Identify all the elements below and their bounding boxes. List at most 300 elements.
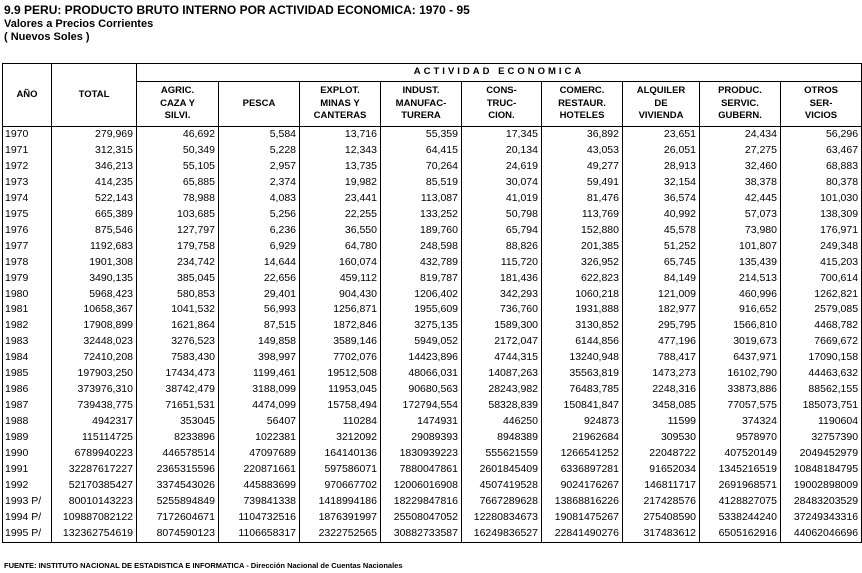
value-cell: 407520149 <box>700 446 781 462</box>
value-cell: 353045 <box>137 414 219 430</box>
value-cell: 1876391997 <box>300 510 381 526</box>
value-cell: 415,203 <box>781 255 862 271</box>
year-cell: 1991 <box>3 462 52 478</box>
value-cell: 101,807 <box>700 239 781 255</box>
value-cell: 819,787 <box>381 271 462 287</box>
value-cell: 32448,023 <box>52 334 137 350</box>
value-cell: 5,256 <box>219 207 300 223</box>
value-cell: 17,345 <box>462 127 542 143</box>
value-cell: 44463,632 <box>781 366 862 382</box>
value-cell: 135,439 <box>700 255 781 271</box>
value-cell: 71651,531 <box>137 398 219 414</box>
value-cell: 3276,523 <box>137 334 219 350</box>
value-cell: 78,988 <box>137 191 219 207</box>
header-column <box>462 82 542 127</box>
value-cell: 30882733587 <box>381 526 462 542</box>
table-row <box>3 287 862 303</box>
table-row <box>3 398 862 414</box>
value-cell: 1931,888 <box>542 302 623 318</box>
year-cell: 1992 <box>3 478 52 494</box>
table-row <box>3 159 862 175</box>
value-cell: 7702,076 <box>300 350 381 366</box>
value-cell: 5338244240 <box>700 510 781 526</box>
value-cell: 10658,367 <box>52 302 137 318</box>
header-line: AGRIC. <box>160 85 195 97</box>
value-cell: 65,885 <box>137 175 219 191</box>
value-cell: 477,196 <box>623 334 700 350</box>
value-cell: 249,348 <box>781 239 862 255</box>
value-cell: 51,252 <box>623 239 700 255</box>
header-column <box>781 82 862 127</box>
title-block <box>4 2 470 44</box>
value-cell: 138,309 <box>781 207 862 223</box>
value-cell: 414,235 <box>52 175 137 191</box>
value-cell: 970667702 <box>300 478 381 494</box>
table-row <box>3 382 862 398</box>
value-cell: 665,389 <box>52 207 137 223</box>
value-cell: 22048722 <box>623 446 700 462</box>
value-cell: 32,154 <box>623 175 700 191</box>
value-cell: 622,823 <box>542 271 623 287</box>
value-cell: 56,296 <box>781 127 862 143</box>
value-cell: 88,826 <box>462 239 542 255</box>
table-row <box>3 510 862 526</box>
value-cell: 70,264 <box>381 159 462 175</box>
value-cell: 172794,554 <box>381 398 462 414</box>
value-cell: 201,385 <box>542 239 623 255</box>
value-cell: 13,735 <box>300 159 381 175</box>
value-cell: 445883699 <box>219 478 300 494</box>
value-cell: 32757390 <box>781 430 862 446</box>
value-cell: 45,578 <box>623 223 700 239</box>
value-cell: 12280834673 <box>462 510 542 526</box>
value-cell: 4942317 <box>52 414 137 430</box>
value-cell: 27,275 <box>700 143 781 159</box>
value-cell: 3490,135 <box>52 271 137 287</box>
value-cell: 1190604 <box>781 414 862 430</box>
table-row <box>3 462 862 478</box>
value-cell: 150841,847 <box>542 398 623 414</box>
header-activity: ACTIVIDAD ECONOMICA <box>137 64 862 82</box>
value-cell: 72410,208 <box>52 350 137 366</box>
value-cell: 385,045 <box>137 271 219 287</box>
value-cell: 115114725 <box>52 430 137 446</box>
value-cell: 1206,402 <box>381 287 462 303</box>
value-cell: 85,519 <box>381 175 462 191</box>
value-cell: 317483612 <box>623 526 700 542</box>
value-cell: 924873 <box>542 414 623 430</box>
value-cell: 43,053 <box>542 143 623 159</box>
value-cell: 7172604671 <box>137 510 219 526</box>
header-line: CANTERAS <box>313 110 367 122</box>
value-cell: 1266541252 <box>542 446 623 462</box>
year-cell: 1980 <box>3 287 52 303</box>
value-cell: 101,030 <box>781 191 862 207</box>
header-line: SERVIC. <box>721 97 759 109</box>
value-cell: 36,550 <box>300 223 381 239</box>
year-cell: 1986 <box>3 382 52 398</box>
value-cell: 40,992 <box>623 207 700 223</box>
value-cell: 4474,099 <box>219 398 300 414</box>
header-line: CONS- <box>486 85 517 97</box>
year-cell: 1974 <box>3 191 52 207</box>
value-cell: 1022381 <box>219 430 300 446</box>
value-cell: 21962684 <box>542 430 623 446</box>
header-line: TRUC- <box>486 97 517 109</box>
value-cell: 29,401 <box>219 287 300 303</box>
header-line: EXPLOT. <box>320 85 360 97</box>
header-line: CION. <box>488 110 515 122</box>
value-cell: 4,083 <box>219 191 300 207</box>
value-cell: 3275,135 <box>381 318 462 334</box>
value-cell: 7667289628 <box>462 494 542 510</box>
value-cell: 234,742 <box>137 255 219 271</box>
header-column <box>300 82 381 127</box>
value-cell: 6505162916 <box>700 526 781 542</box>
value-cell: 1474931 <box>381 414 462 430</box>
value-cell: 14,644 <box>219 255 300 271</box>
value-cell: 19002898009 <box>781 478 862 494</box>
value-cell: 146811717 <box>623 478 700 494</box>
value-cell: 2,957 <box>219 159 300 175</box>
value-cell: 132362754619 <box>52 526 137 542</box>
value-cell: 59,491 <box>542 175 623 191</box>
value-cell: 214,513 <box>700 271 781 287</box>
header-line: DE <box>654 97 668 109</box>
value-cell: 5255894849 <box>137 494 219 510</box>
value-cell: 77057,575 <box>700 398 781 414</box>
page-title: 9.9 PERU: PRODUCTO BRUTO INTERNO POR ACTIVIDAD ECONOMICA: 1970 - 95 <box>4 3 470 17</box>
value-cell: 788,417 <box>623 350 700 366</box>
value-cell: 1418994186 <box>300 494 381 510</box>
value-cell: 24,434 <box>700 127 781 143</box>
header-line: PRODUC. <box>718 85 762 97</box>
gdp-table <box>2 63 862 543</box>
subtitle-units: ( Nuevos Soles ) <box>4 31 90 43</box>
value-cell: 9578970 <box>700 430 781 446</box>
year-cell: 1972 <box>3 159 52 175</box>
value-cell: 32287617227 <box>52 462 137 478</box>
year-cell: 1985 <box>3 366 52 382</box>
value-cell: 185073,751 <box>781 398 862 414</box>
value-cell: 197903,250 <box>52 366 137 382</box>
value-cell: 42,445 <box>700 191 781 207</box>
value-cell: 1262,821 <box>781 287 862 303</box>
value-cell: 32,460 <box>700 159 781 175</box>
value-cell: 17908,899 <box>52 318 137 334</box>
value-cell: 4507419528 <box>462 478 542 494</box>
header-line: VICIOS <box>804 110 838 122</box>
value-cell: 2,374 <box>219 175 300 191</box>
value-cell: 49,277 <box>542 159 623 175</box>
value-cell: 220871661 <box>219 462 300 478</box>
value-cell: 189,760 <box>381 223 462 239</box>
value-cell: 56,993 <box>219 302 300 318</box>
value-cell: 23,651 <box>623 127 700 143</box>
value-cell: 55,359 <box>381 127 462 143</box>
value-cell: 342,293 <box>462 287 542 303</box>
value-cell: 65,745 <box>623 255 700 271</box>
year-cell: 1973 <box>3 175 52 191</box>
value-cell: 1199,461 <box>219 366 300 382</box>
value-cell: 48066,031 <box>381 366 462 382</box>
value-cell: 446250 <box>462 414 542 430</box>
table-row <box>3 239 862 255</box>
value-cell: 555621559 <box>462 446 542 462</box>
value-cell: 1104732516 <box>219 510 300 526</box>
header-line: MANUFAC- <box>395 97 447 109</box>
value-cell: 1830939223 <box>381 446 462 462</box>
value-cell: 5,584 <box>219 127 300 143</box>
value-cell: 182,977 <box>623 302 700 318</box>
value-cell: 5,228 <box>219 143 300 159</box>
table-row <box>3 207 862 223</box>
value-cell: 1041,532 <box>137 302 219 318</box>
table-row <box>3 175 862 191</box>
year-cell: 1970 <box>3 127 52 143</box>
value-cell: 6,236 <box>219 223 300 239</box>
value-cell: 16102,790 <box>700 366 781 382</box>
value-cell: 103,685 <box>137 207 219 223</box>
value-cell: 6144,856 <box>542 334 623 350</box>
table-row <box>3 414 862 430</box>
value-cell: 9024176267 <box>542 478 623 494</box>
header-column <box>219 82 300 127</box>
value-cell: 14087,263 <box>462 366 542 382</box>
header-line: VIVIENDA <box>638 110 684 122</box>
value-cell: 739841338 <box>219 494 300 510</box>
value-cell: 76483,785 <box>542 382 623 398</box>
value-cell: 50,349 <box>137 143 219 159</box>
value-cell: 522,143 <box>52 191 137 207</box>
value-cell: 64,780 <box>300 239 381 255</box>
value-cell: 13868816226 <box>542 494 623 510</box>
value-cell: 6,929 <box>219 239 300 255</box>
value-cell: 1473,273 <box>623 366 700 382</box>
value-cell: 3458,085 <box>623 398 700 414</box>
value-cell: 10848184795 <box>781 462 862 478</box>
table-row <box>3 143 862 159</box>
value-cell: 279,969 <box>52 127 137 143</box>
value-cell: 11953,045 <box>300 382 381 398</box>
value-cell: 1192,683 <box>52 239 137 255</box>
value-cell: 374324 <box>700 414 781 430</box>
value-cell: 28243,982 <box>462 382 542 398</box>
header-line: INDUST. <box>402 85 440 97</box>
value-cell: 2172,047 <box>462 334 542 350</box>
value-cell: 12006016908 <box>381 478 462 494</box>
value-cell: 7669,672 <box>781 334 862 350</box>
year-cell: 1988 <box>3 414 52 430</box>
value-cell: 91652034 <box>623 462 700 478</box>
value-cell: 36,892 <box>542 127 623 143</box>
table-row <box>3 350 862 366</box>
value-cell: 446578514 <box>137 446 219 462</box>
value-cell: 5949,052 <box>381 334 462 350</box>
value-cell: 1872,846 <box>300 318 381 334</box>
value-cell: 2049452979 <box>781 446 862 462</box>
value-cell: 38,378 <box>700 175 781 191</box>
table-row <box>3 127 862 143</box>
value-cell: 6336897281 <box>542 462 623 478</box>
value-cell: 44062046696 <box>781 526 862 542</box>
value-cell: 52170385427 <box>52 478 137 494</box>
value-cell: 22,255 <box>300 207 381 223</box>
value-cell: 1901,308 <box>52 255 137 271</box>
value-cell: 22841490276 <box>542 526 623 542</box>
value-cell: 739438,775 <box>52 398 137 414</box>
value-cell: 1621,864 <box>137 318 219 334</box>
value-cell: 164140136 <box>300 446 381 462</box>
header-year: AÑO <box>3 64 52 127</box>
table-row <box>3 191 862 207</box>
year-cell: 1994 P/ <box>3 510 52 526</box>
value-cell: 73,980 <box>700 223 781 239</box>
value-cell: 90680,563 <box>381 382 462 398</box>
value-cell: 35563,819 <box>542 366 623 382</box>
header-column <box>623 82 700 127</box>
value-cell: 2365315596 <box>137 462 219 478</box>
value-cell: 3130,852 <box>542 318 623 334</box>
value-cell: 295,795 <box>623 318 700 334</box>
value-cell: 5968,423 <box>52 287 137 303</box>
year-cell: 1981 <box>3 302 52 318</box>
table-header <box>3 64 862 127</box>
value-cell: 47097689 <box>219 446 300 462</box>
value-cell: 275408590 <box>623 510 700 526</box>
table-row <box>3 430 862 446</box>
value-cell: 2322752565 <box>300 526 381 542</box>
value-cell: 41,019 <box>462 191 542 207</box>
value-cell: 2579,085 <box>781 302 862 318</box>
value-cell: 15758,494 <box>300 398 381 414</box>
value-cell: 57,073 <box>700 207 781 223</box>
year-cell: 1984 <box>3 350 52 366</box>
value-cell: 460,996 <box>700 287 781 303</box>
value-cell: 312,315 <box>52 143 137 159</box>
value-cell: 7583,430 <box>137 350 219 366</box>
year-cell: 1976 <box>3 223 52 239</box>
value-cell: 6789940223 <box>52 446 137 462</box>
value-cell: 346,213 <box>52 159 137 175</box>
value-cell: 63,467 <box>781 143 862 159</box>
value-cell: 875,546 <box>52 223 137 239</box>
value-cell: 2691968571 <box>700 478 781 494</box>
table-row <box>3 271 862 287</box>
table-row <box>3 366 862 382</box>
table-row <box>3 318 862 334</box>
value-cell: 87,515 <box>219 318 300 334</box>
header-column <box>137 82 219 127</box>
value-cell: 3019,673 <box>700 334 781 350</box>
year-cell: 1982 <box>3 318 52 334</box>
table-row <box>3 334 862 350</box>
value-cell: 88562,155 <box>781 382 862 398</box>
value-cell: 3188,099 <box>219 382 300 398</box>
value-cell: 113,769 <box>542 207 623 223</box>
year-cell: 1971 <box>3 143 52 159</box>
value-cell: 19081475267 <box>542 510 623 526</box>
table-row <box>3 494 862 510</box>
value-cell: 916,652 <box>700 302 781 318</box>
value-cell: 38742,479 <box>137 382 219 398</box>
header-line: COMERC. <box>559 85 605 97</box>
value-cell: 29089393 <box>381 430 462 446</box>
value-cell: 1589,300 <box>462 318 542 334</box>
value-cell: 1106658317 <box>219 526 300 542</box>
value-cell: 181,436 <box>462 271 542 287</box>
value-cell: 13240,948 <box>542 350 623 366</box>
value-cell: 30,074 <box>462 175 542 191</box>
value-cell: 3374543026 <box>137 478 219 494</box>
value-cell: 121,009 <box>623 287 700 303</box>
value-cell: 14423,896 <box>381 350 462 366</box>
value-cell: 28483203529 <box>781 494 862 510</box>
table-row <box>3 255 862 271</box>
header-column <box>381 82 462 127</box>
header-line: HOTELES <box>559 110 605 122</box>
value-cell: 13,716 <box>300 127 381 143</box>
table-body <box>3 127 862 543</box>
value-cell: 115,720 <box>462 255 542 271</box>
value-cell: 149,858 <box>219 334 300 350</box>
value-cell: 8948389 <box>462 430 542 446</box>
value-cell: 23,441 <box>300 191 381 207</box>
value-cell: 56407 <box>219 414 300 430</box>
value-cell: 26,051 <box>623 143 700 159</box>
value-cell: 736,760 <box>462 302 542 318</box>
value-cell: 19,982 <box>300 175 381 191</box>
header-total: TOTAL <box>52 64 137 127</box>
value-cell: 459,112 <box>300 271 381 287</box>
value-cell: 4128827075 <box>700 494 781 510</box>
value-cell: 160,074 <box>300 255 381 271</box>
year-cell: 1979 <box>3 271 52 287</box>
table-row <box>3 223 862 239</box>
value-cell: 1256,871 <box>300 302 381 318</box>
value-cell: 3589,146 <box>300 334 381 350</box>
value-cell: 152,880 <box>542 223 623 239</box>
value-cell: 326,952 <box>542 255 623 271</box>
subtitle-values: Valores a Precios Corrientes <box>4 18 154 30</box>
year-cell: 1978 <box>3 255 52 271</box>
header-line: ALQUILER <box>636 85 686 97</box>
value-cell: 127,797 <box>137 223 219 239</box>
value-cell: 28,913 <box>623 159 700 175</box>
value-cell: 309530 <box>623 430 700 446</box>
value-cell: 1955,609 <box>381 302 462 318</box>
header-line: MINAS Y <box>320 97 360 109</box>
value-cell: 8233896 <box>137 430 219 446</box>
value-cell: 8074590123 <box>137 526 219 542</box>
value-cell: 16249836527 <box>462 526 542 542</box>
value-cell: 1060,218 <box>542 287 623 303</box>
value-cell: 4744,315 <box>462 350 542 366</box>
value-cell: 597586071 <box>300 462 381 478</box>
header-line: PESCA <box>242 97 276 109</box>
header-line: OTROS <box>804 85 838 97</box>
value-cell: 248,598 <box>381 239 462 255</box>
header-line: TURERA <box>401 110 441 122</box>
value-cell: 58328,839 <box>462 398 542 414</box>
value-cell: 33873,886 <box>700 382 781 398</box>
value-cell: 7880047861 <box>381 462 462 478</box>
value-cell: 17434,473 <box>137 366 219 382</box>
value-cell: 113,087 <box>381 191 462 207</box>
value-cell: 1566,810 <box>700 318 781 334</box>
value-cell: 133,252 <box>381 207 462 223</box>
value-cell: 580,853 <box>137 287 219 303</box>
